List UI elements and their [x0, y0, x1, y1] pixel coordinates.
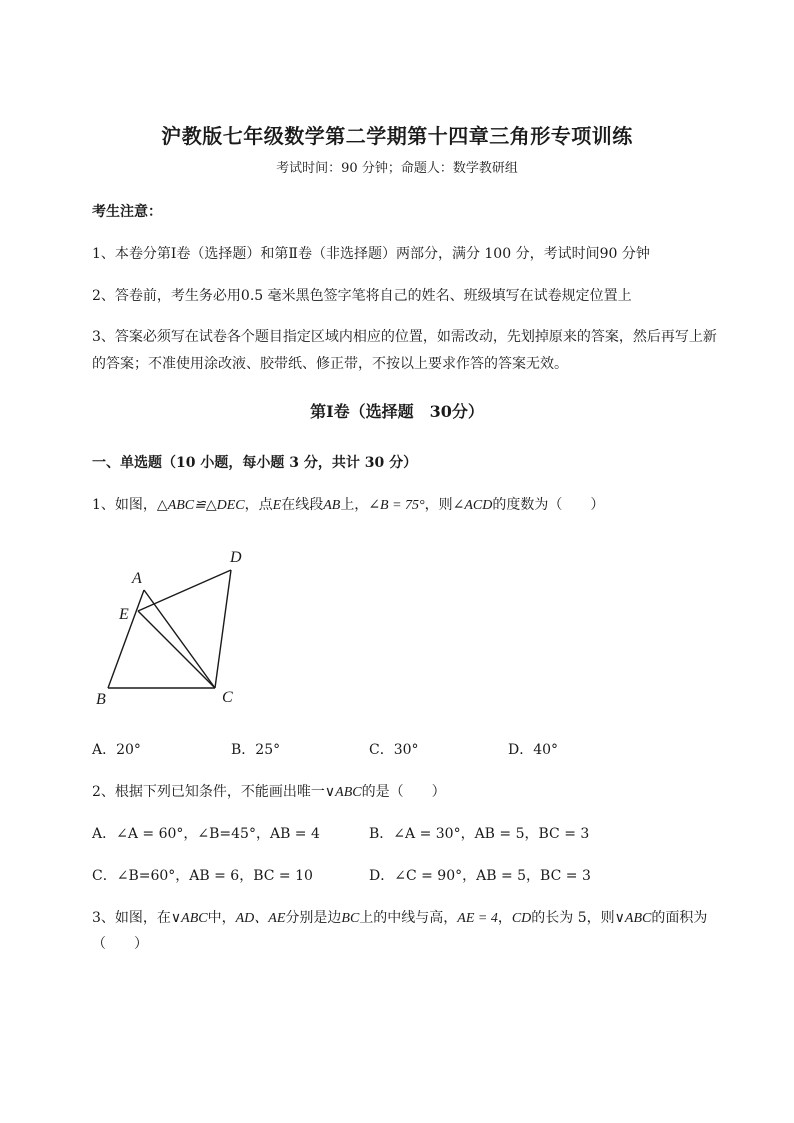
- q2-option-d[interactable]: D．∠C = 90°，AB = 5，BC = 3: [369, 868, 591, 884]
- q1-text-e: ，则: [424, 497, 453, 513]
- q3-text-d: 上的中线与高，: [359, 910, 458, 926]
- q2-text-a: 2、根据下列已知条件，不能画出唯一: [92, 784, 325, 800]
- q1-math-segment: AB: [323, 498, 341, 513]
- note-item-3: 3、答案必须写在试卷各个题目指定区域内相应的位置，如需改动，先划掉原来的答案，然后再写上新: [92, 329, 717, 345]
- q3-math-ae: AE = 4: [457, 911, 498, 926]
- part-heading: 一、单选题（10 小题，每小题 3 分，共计 30 分）: [92, 455, 418, 471]
- q3-math-cd: CD: [511, 911, 532, 926]
- notes-heading: 考生注意：: [92, 204, 162, 220]
- q2-math-triangle: ∨ABC: [324, 785, 362, 800]
- q2-text-b: 的是（ ）: [361, 784, 446, 800]
- q1-option-b[interactable]: B．25°: [231, 742, 281, 758]
- q1-option-d[interactable]: D．40°: [508, 742, 559, 758]
- q2-option-c[interactable]: C．∠B=60°，AB = 6，BC = 10: [92, 868, 313, 884]
- q1-math-angle-b: ∠B = 75°: [368, 498, 425, 513]
- q1-text-d: 上，: [340, 497, 369, 513]
- q1-math-point: E: [272, 498, 282, 513]
- q2-option-b[interactable]: B．∠A = 30°，AB = 5，BC = 3: [369, 826, 590, 842]
- q1-text-c: 在线段: [281, 497, 324, 513]
- segment-ec: [138, 611, 215, 688]
- section-title: 第Ⅰ卷（选择题 30分）: [310, 402, 484, 421]
- q1-text-b: ，点: [244, 497, 273, 513]
- q3-answer-bracket: （ ）: [92, 936, 148, 952]
- note-item-3-cont: 的答案；不准使用涂改液、胶带纸、修正带，不按以上要求作答的答案无效。: [92, 356, 568, 372]
- q2-option-a[interactable]: A．∠A = 60°，∠B=45°，AB = 4: [92, 826, 320, 842]
- note-item-2: 2、答卷前，考生务必用0.5 毫米黑色签字笔将自己的姓名、班级填写在试卷规定位置上: [92, 288, 632, 304]
- vertex-label-b: B: [96, 691, 106, 708]
- q3-text-f: 的长为 5，则: [531, 910, 615, 926]
- vertex-label-d: D: [230, 549, 242, 566]
- q3-math-side: BC: [341, 911, 360, 926]
- q3-text-c: 分别是边: [285, 910, 342, 926]
- q1-option-c[interactable]: C．30°: [369, 742, 419, 758]
- triangle-figure: [92, 545, 252, 715]
- q3-text-e: ，: [497, 910, 512, 926]
- q1-math-congruence: △ABC≌△DEC: [156, 498, 245, 513]
- q3-text-g: 的面积为: [651, 910, 708, 926]
- question-3-stem: [92, 907, 707, 927]
- q3-text-b: 中，: [207, 910, 236, 926]
- q3-math-triangle: ∨ABC: [170, 911, 208, 926]
- page-title: 沪教版七年级数学第二学期第十四章三角形专项训练: [161, 124, 633, 148]
- vertex-label-e: E: [119, 606, 129, 623]
- question-1-stem: [92, 494, 604, 514]
- vertex-label-c: C: [222, 689, 233, 706]
- question-2-stem: [92, 781, 446, 801]
- q1-math-angle-acd: ∠ACD: [452, 498, 493, 513]
- segment-dc: [215, 570, 231, 688]
- q3-text-a: 3、如图，在: [92, 910, 171, 926]
- vertex-label-a: A: [132, 570, 142, 587]
- note-item-1: 1、本卷分第Ⅰ卷（选择题）和第Ⅱ卷（非选择题）两部分，满分 100 分，考试时间90 分钟: [92, 246, 650, 262]
- q1-text-a: 1、如图，: [92, 497, 157, 513]
- q3-math-segments: AD、AE: [235, 911, 286, 926]
- segment-ed: [138, 570, 231, 611]
- segment-ba: [108, 590, 144, 688]
- segment-ac: [144, 590, 215, 688]
- q3-math-triangle-2: ∨ABC: [614, 911, 652, 926]
- q1-text-f: 的度数为（ ）: [492, 497, 605, 513]
- exam-subtitle: 考试时间：90 分钟；命题人：数学教研组: [276, 161, 518, 176]
- q1-option-a[interactable]: A．20°: [92, 742, 141, 758]
